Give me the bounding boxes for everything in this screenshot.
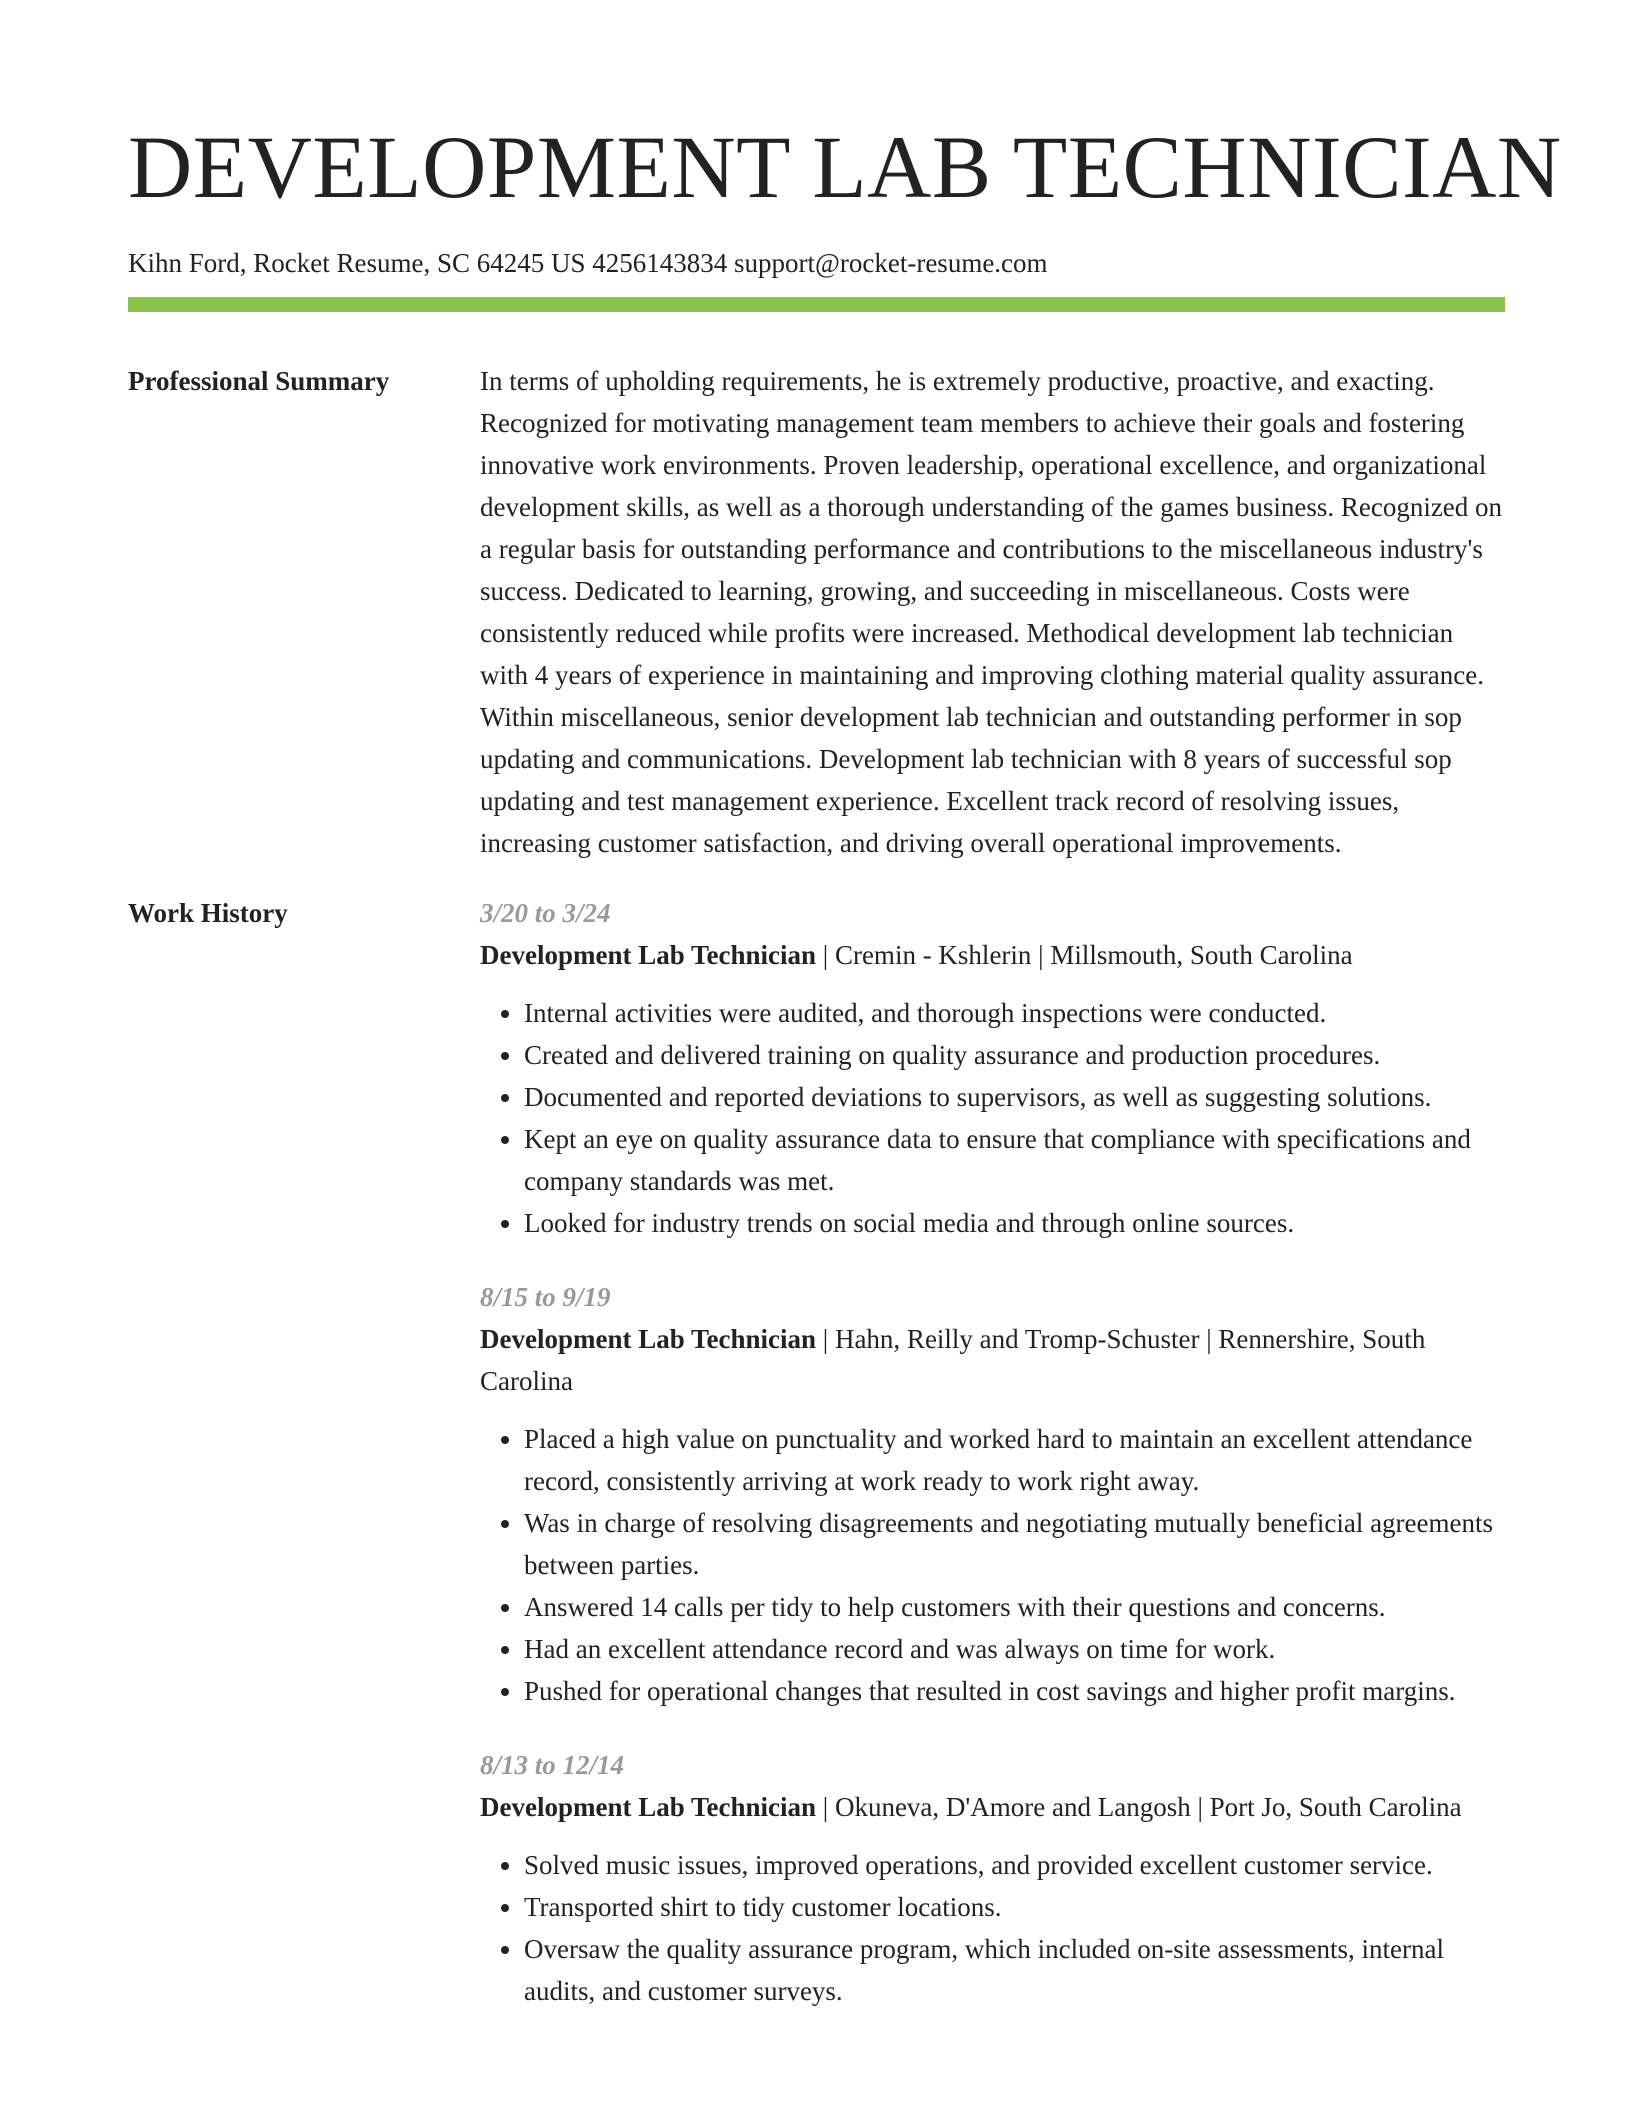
contact-phone: 4256143834 (592, 248, 728, 278)
job-bullet: • Had an excellent attendance record and was always on time for work. (524, 1628, 1504, 1670)
work-history-heading: Work History (128, 898, 288, 928)
job-bullet: • Kept an eye on quality assurance data to ensure that compliance with specifications and company standards was met. (524, 1118, 1504, 1202)
job-heading (480, 1318, 1504, 1402)
contact-line (128, 246, 1504, 280)
resume-title: DEVELOPMENT LAB TECHNICIAN (128, 119, 1562, 217)
work-history-body (480, 892, 1504, 2044)
job-bullet: • Was in charge of resolving disagreements and negotiating mutually beneficial agreements between parties. (524, 1502, 1504, 1586)
job-heading (480, 934, 1504, 976)
job-bullet: • Documented and reported deviations to supervisors, as well as suggesting solutions. (524, 1076, 1504, 1118)
job-bullet: • Created and delivered training on quality assurance and production procedures. (524, 1034, 1504, 1076)
job-bullet: • Looked for industry trends on social media and through online sources. (524, 1202, 1504, 1244)
job-details: | Hahn, Reilly and Tromp-Schuster | Rennershire, South Carolina (480, 1324, 1426, 1396)
summary-section (128, 360, 1504, 864)
work-history-section (128, 892, 1504, 2044)
job-title: Development Lab Technician (480, 940, 817, 970)
job-details: | Cremin - Kshlerin | Millsmouth, South Carolina (816, 940, 1353, 970)
job-dates: 8/15 to 9/19 (480, 1282, 611, 1312)
job-bullet: • Transported shirt to tidy customer locations. (524, 1886, 1504, 1928)
accent-divider (128, 297, 1505, 312)
summary-heading: Professional Summary (128, 366, 390, 396)
job-dates: 3/20 to 3/24 (480, 898, 611, 928)
job-details: | Okuneva, D'Amore and Langosh | Port Jo, South Carolina (816, 1792, 1462, 1822)
job-entry (480, 1276, 1504, 1712)
job-bullets (480, 1844, 1504, 2012)
job-bullet: • Solved music issues, improved operations, and provided excellent customer service. (524, 1844, 1504, 1886)
job-title: Development Lab Technician (480, 1792, 817, 1822)
job-entry (480, 892, 1504, 1244)
summary-text: In terms of upholding requirements, he is extremely productive, proactive, and exacting. Recognized for motivating management team members to achieve their goals and fostering innovative work environments. Proven leadership, operational excellence, and organizational development skills, as well as a thorough understanding of the games business. Recognized on a regular basis for outstanding performance and contributions to the miscellaneous industry's success. Dedicated to learning, growing, and succeeding in miscellaneous. Costs were consistently reduced while profits were increased. Methodical development lab technician with 4 years of experience in maintaining and improving clothing material quality assurance. Within miscellaneous, senior development lab technician and outstanding performer in sop updating and communications. Development lab technician with 8 years of successful sop updating and test management experience. Excellent track record of resolving issues, increasing customer satisfaction, and driving overall operational improvements. (480, 366, 1503, 858)
contact-email: support@rocket-resume.com (734, 248, 1048, 278)
resume-page (128, 118, 1562, 2044)
job-bullet: • Answered 14 calls per tidy to help customers with their questions and concerns. (524, 1586, 1504, 1628)
job-entry (480, 1744, 1504, 2012)
job-heading (480, 1786, 1504, 1828)
job-bullets (480, 992, 1504, 1244)
job-dates: 8/13 to 12/14 (480, 1750, 625, 1780)
summary-body (480, 360, 1504, 864)
job-bullet: • Internal activities were audited, and thorough inspections were conducted. (524, 992, 1504, 1034)
job-bullets (480, 1418, 1504, 1712)
job-bullet: • Placed a high value on punctuality and worked hard to maintain an excellent attendance record, consistently arriving at work ready to work right away. (524, 1418, 1504, 1502)
job-title: Development Lab Technician (480, 1324, 817, 1354)
job-bullet: • Oversaw the quality assurance program, which included on-site assessments, internal audits, and customer surveys. (524, 1928, 1504, 2012)
job-bullet: • Pushed for operational changes that resulted in cost savings and higher profit margins. (524, 1670, 1504, 1712)
contact-address: Kihn Ford, Rocket Resume, SC 64245 US (128, 248, 586, 278)
